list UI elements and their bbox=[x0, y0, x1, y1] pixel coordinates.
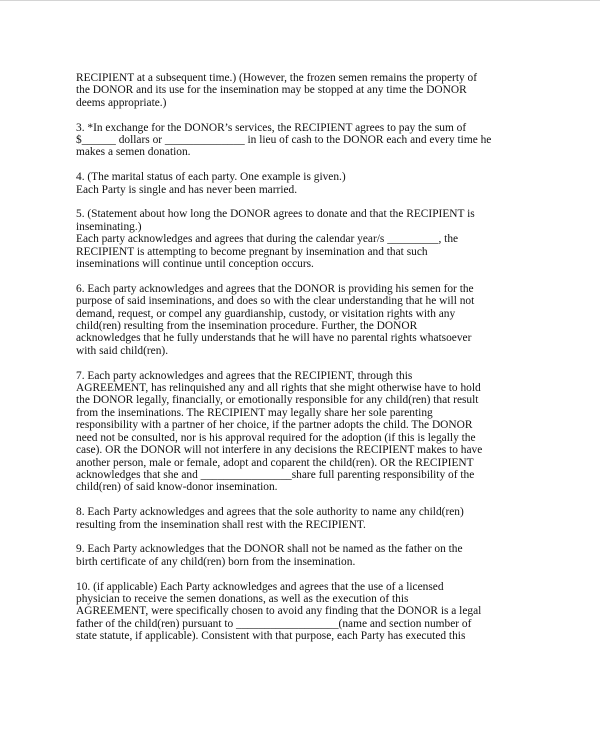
text-line: birth certificate of any child(ren) born from the insemination. bbox=[76, 555, 356, 568]
document-body bbox=[76, 72, 556, 655]
text-line: makes a semen donation. bbox=[76, 146, 191, 159]
text-line: RECIPIENT at a subsequent time.) (However, the frozen semen remains the property of bbox=[76, 72, 478, 84]
text-line: AGREEMENT, has relinquished any and all rights that she might otherwise have to hold bbox=[76, 382, 481, 395]
text-line: demand, request, or compel any guardianship, custody, or visitation rights with any bbox=[76, 307, 456, 320]
text-line: case). OR the DONOR will not interfere in any decisions the RECIPIENT makes to have bbox=[76, 444, 483, 457]
text-line: Each party acknowledges and agrees that during the calendar year/s _________, the bbox=[76, 233, 459, 246]
text-line: state statute, if applicable). Consistent with that purpose, each Party has executed this bbox=[76, 630, 466, 643]
text-line: physician to receive the semen donations, as well as the execution of this bbox=[76, 592, 409, 605]
text-line: inseminating.) bbox=[76, 220, 142, 233]
text-line: AGREEMENT, were specifically chosen to avoid any finding that the DONOR is a legal bbox=[76, 605, 482, 618]
clause-8 bbox=[76, 506, 556, 531]
text-line: deems appropriate.) bbox=[76, 96, 167, 109]
text-line: responsibility with a partner of her choice, if the partner adopts the child. The DONOR bbox=[76, 419, 473, 432]
clause-10 bbox=[76, 581, 556, 643]
text-line: need not be consulted, nor is his approval required for the adoption (if this is legally the bbox=[76, 431, 476, 444]
text-line: from the inseminations. The RECIPIENT may legally share her sole parenting bbox=[76, 406, 433, 419]
text-line: another person, male or female, adopt and coparent the child(ren). OR the RECIPIENT bbox=[76, 456, 474, 469]
text-line: RECIPIENT is attempting to become pregnant by insemination and that such bbox=[76, 245, 428, 258]
text-line: 3. *In exchange for the DONOR’s services, the RECIPIENT agrees to pay the sum of bbox=[76, 121, 467, 134]
text-line: the DONOR legally, financially, or emotionally responsible for any child(ren) that result bbox=[76, 394, 479, 407]
text-line: child(ren) of said know-donor insemination. bbox=[76, 481, 278, 494]
text-line: the DONOR and its use for the insemination may be stopped at any time the DONOR bbox=[76, 84, 467, 97]
text-line: 10. (if applicable) Each Party acknowledges and agrees that the use of a licensed bbox=[76, 580, 444, 593]
text-line: $______ dollars or ______________ in lieu of cash to the DONOR each and every time he bbox=[76, 134, 492, 147]
text-line: 6. Each party acknowledges and agrees that the DONOR is providing his semen for the bbox=[76, 282, 474, 295]
text-line: 4. (The marital status of each party. One example is given.) bbox=[76, 171, 346, 184]
text-line: acknowledges that she and ________________share full parenting responsibility of the bbox=[76, 468, 475, 481]
clause-9 bbox=[76, 543, 556, 568]
clause-5 bbox=[76, 208, 556, 270]
text-line: 7. Each party acknowledges and agrees that the RECIPIENT, through this bbox=[76, 369, 413, 382]
text-line: 8. Each Party acknowledges and agrees that the sole authority to name any child(ren) bbox=[76, 506, 464, 519]
clause-3 bbox=[76, 122, 556, 159]
clause-4 bbox=[76, 171, 556, 196]
text-line: acknowledges that he fully understands that he will have no parental rights whatsoever bbox=[76, 332, 472, 345]
text-line: child(ren) resulting from the insemination procedure. Further, the DONOR bbox=[76, 320, 418, 333]
text-line: inseminations will continue until conception occurs. bbox=[76, 258, 314, 271]
text-line: with said child(ren). bbox=[76, 344, 169, 357]
text-line: purpose of said inseminations, and does so with the clear understanding that he will not bbox=[76, 295, 475, 308]
text-line: resulting from the insemination shall rest with the RECIPIENT. bbox=[76, 518, 366, 531]
clause-6 bbox=[76, 283, 556, 357]
text-line: 5. (Statement about how long the DONOR agrees to donate and that the RECIPIENT is bbox=[76, 208, 475, 221]
text-line: father of the child(ren) pursuant to __________________(name and section number of bbox=[76, 617, 472, 630]
paragraph-continuation bbox=[76, 72, 556, 109]
clause-7 bbox=[76, 370, 556, 494]
text-line: 9. Each Party acknowledges that the DONOR shall not be named as the father on the bbox=[76, 543, 463, 556]
text-line: Each Party is single and has never been married. bbox=[76, 183, 298, 196]
